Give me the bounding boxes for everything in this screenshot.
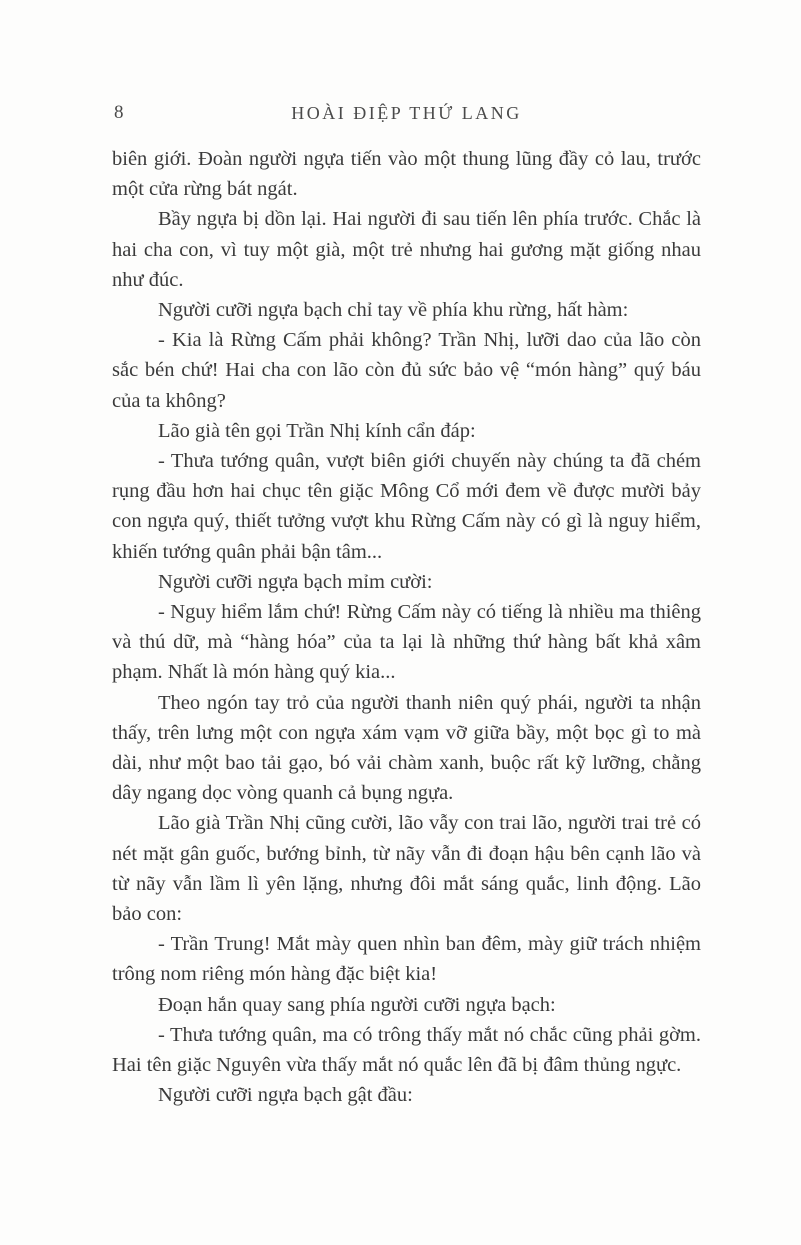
paragraph: - Thưa tướng quân, ma có trông thấy mắt nó chắc cũng phải gờm. Hai tên giặc Nguyên vừa thấy mắt nó quắc lên đã bị đâm thủng ngực.	[112, 1023, 701, 1077]
paragraph: Lão già Trần Nhị cũng cười, lão vẫy con trai lão, người trai trẻ có nét mặt gân guốc, bướng bỉnh, từ nãy vẫn đi đoạn hậu bên cạnh lão và từ nãy vẫn lầm lì yên lặng, nhưng đôi mắt sáng quắc, linh động. Lão bảo con:	[112, 812, 701, 926]
page-number: 8	[114, 102, 124, 123]
paragraph: - Thưa tướng quân, vượt biên giới chuyến này chúng ta đã chém rụng đầu hơn hai chục tên giặc Mông Cổ mới đem về được mười bảy con ngựa quý, thiết tưởng vượt khu Rừng Cấm này có gì là nguy hiểm, khiến tướng quân phải bận tâm...	[112, 450, 701, 563]
paragraph: Theo ngón tay trỏ của người thanh niên quý phái, người ta nhận thấy, trên lưng một con ngựa xám vạm vỡ giữa bầy, một bọc gì to mà dài, như một bao tải gạo, bó vải chàm xanh, buộc rất kỹ lưỡng, chằng dây ngang dọc vòng quanh cả bụng ngựa.	[112, 691, 701, 805]
paragraph: biên giới. Đoàn người ngựa tiến vào một thung lũng đầy cỏ lau, trước một cửa rừng bát ngát.	[112, 148, 701, 201]
page-body	[112, 144, 701, 1111]
running-title: HOÀI ĐIỆP THỨ LANG	[291, 103, 522, 123]
page-header	[112, 102, 701, 130]
paragraph: Người cưỡi ngựa bạch gật đầu:	[158, 1084, 413, 1107]
paragraph: - Nguy hiểm lắm chứ! Rừng Cấm này có tiếng là nhiều ma thiêng và thú dữ, mà “hàng hóa” của ta lại là những thứ hàng bất khả xâm phạm. Nhất là món hàng quý kia...	[112, 601, 701, 684]
paragraph: - Trần Trung! Mắt mày quen nhìn ban đêm, mày giữ trách nhiệm trông nom riêng món hàng đặc biệt kia!	[112, 933, 701, 986]
paragraph: - Kia là Rừng Cấm phải không? Trần Nhị, lưỡi dao của lão còn sắc bén chứ! Hai cha con lão còn đủ sức bảo vệ “món hàng” quý báu của ta không?	[112, 329, 701, 412]
paragraph: Bầy ngựa bị dồn lại. Hai người đi sau tiến lên phía trước. Chắc là hai cha con, vì tuy một già, một trẻ nhưng hai gương mặt giống nhau như đúc.	[112, 208, 701, 291]
paragraph: Người cưỡi ngựa bạch mỉm cười:	[158, 570, 433, 593]
paragraph: Đoạn hắn quay sang phía người cưỡi ngựa bạch:	[158, 993, 556, 1016]
paragraph: Người cưỡi ngựa bạch chỉ tay về phía khu rừng, hất hàm:	[158, 299, 629, 322]
paragraph: Lão già tên gọi Trần Nhị kính cẩn đáp:	[158, 419, 476, 442]
